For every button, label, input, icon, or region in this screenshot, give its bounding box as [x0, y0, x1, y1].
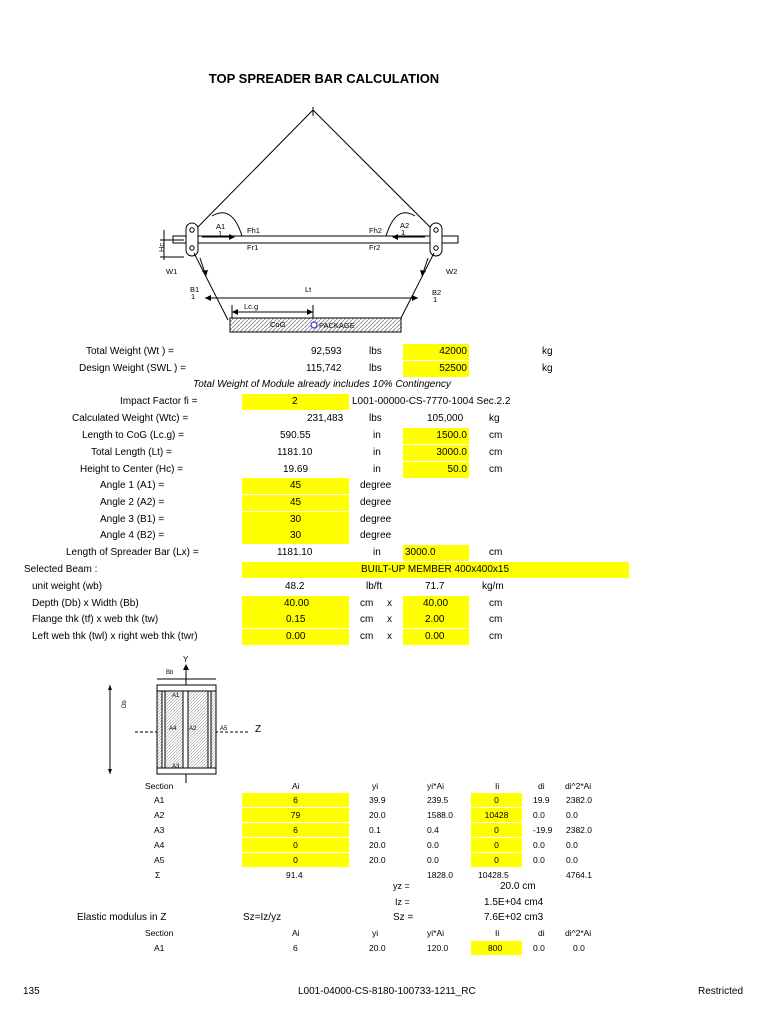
value-calc-weight-kg: 105,000 — [427, 413, 464, 424]
cell-di: 0.0 — [533, 840, 545, 850]
table2-header — [0, 926, 768, 942]
label-angle2: Angle 2 (A2) = — [100, 497, 165, 508]
cell-section: A3 — [154, 825, 165, 835]
unit-degree: degree — [360, 480, 392, 491]
unit-kg: kg — [489, 413, 500, 424]
sz-formula: Sz=Iz/yz — [243, 912, 282, 923]
input-width[interactable]: 40.00 — [403, 596, 469, 612]
row-depth-width — [0, 596, 768, 612]
input-angle2[interactable]: 45 — [242, 495, 349, 511]
row-yz — [0, 879, 768, 895]
unit-in: in — [373, 547, 381, 558]
label-w2: W2 — [446, 267, 458, 276]
label-cog: CoG — [270, 320, 286, 329]
row-design-weight — [0, 361, 768, 377]
col-header-di2ai: di^2*Ai — [565, 928, 592, 938]
label-lcg: Lc.g — [244, 302, 259, 311]
label-angle3: Angle 3 (B1) = — [100, 514, 165, 525]
cell-ai: 91.4 — [286, 870, 303, 880]
row-angle1 — [0, 478, 768, 494]
unit-in: in — [373, 430, 381, 441]
unit-degree: degree — [360, 497, 392, 508]
table-row — [0, 808, 768, 824]
unit-cm: cm — [489, 631, 503, 642]
value-unit-weight-kgm: 71.7 — [425, 581, 445, 592]
table-row — [0, 793, 768, 809]
input-left-web-thk[interactable]: 0.00 — [242, 629, 349, 645]
label-sec-a5: A5 — [220, 726, 228, 732]
value-design-weight-lbs: 115,742 — [306, 363, 342, 374]
unit-cm: cm — [360, 598, 374, 609]
label-b1-sub: 1 — [191, 292, 196, 301]
col-header-ai: Ai — [292, 781, 300, 791]
label-fr2: Fr2 — [369, 243, 381, 252]
table2-row — [0, 941, 768, 957]
label-flange-web: Flange thk (tf) x web thk (tw) — [32, 614, 159, 625]
footer-page-number: 135 — [23, 986, 40, 997]
label-package: PACKAGE — [319, 321, 355, 330]
cell-ai: 6 — [293, 943, 298, 953]
table-row — [0, 853, 768, 869]
col-header-section: Section — [145, 928, 174, 938]
value-yz: 20.0 cm — [500, 881, 536, 892]
input-ii[interactable]: 0 — [471, 838, 522, 852]
cell-section: Σ — [155, 870, 161, 880]
label-a2-sub: 1 — [401, 228, 406, 237]
label-a1-sub: 1 — [218, 229, 223, 238]
col-header-ii: Ii — [495, 781, 500, 791]
label-w1: W1 — [166, 267, 178, 276]
page-title: TOP SPREADER BAR CALCULATION — [208, 71, 440, 86]
unit-in: in — [373, 447, 381, 458]
unit-degree: degree — [360, 530, 392, 541]
value-iz: 1.5E+04 cm4 — [484, 897, 544, 908]
times-sign: x — [387, 598, 392, 609]
label-b2: B2 — [432, 288, 442, 297]
input-angle3[interactable]: 30 — [242, 512, 349, 528]
axis-y-label: Y — [183, 655, 189, 664]
unit-lbft: lb/ft — [366, 581, 383, 592]
label-total-weight: Total Weight (Wt ) = — [86, 346, 174, 357]
table-row — [0, 838, 768, 854]
input-ai[interactable]: 6 — [242, 823, 349, 837]
row-impact-factor — [0, 394, 768, 410]
impact-factor-reference: L001-00000-CS-7770-1004 Sec.2.2 — [352, 396, 511, 407]
cell-yi: 39.9 — [369, 795, 386, 805]
row-length-cog — [0, 428, 768, 444]
select-beam[interactable]: BUILT-UP MEMBER 400x400x15 — [242, 562, 629, 578]
input-web-thk[interactable]: 2.00 — [403, 612, 469, 628]
input-ii[interactable]: 10428 — [471, 808, 522, 822]
cross-section-diagram — [100, 650, 300, 785]
unit-lbs: lbs — [369, 413, 382, 424]
input-ii[interactable]: 0 — [471, 853, 522, 867]
note-contingency: Total Weight of Module already includes 10% Contingency — [193, 379, 451, 390]
row-flange-web — [0, 612, 768, 628]
unit-cm: cm — [489, 464, 503, 475]
label-a2: A2 — [400, 221, 410, 230]
cell-di: 19.9 — [533, 795, 550, 805]
cell-section: A2 — [154, 810, 165, 820]
cell-di2ai: 0.0 — [566, 840, 578, 850]
cell-yiai: 239.5 — [427, 795, 449, 805]
label-lt: Lt — [305, 285, 312, 294]
label-fr1: Fr1 — [247, 243, 259, 252]
unit-in: in — [373, 464, 381, 475]
input-total-length-cm[interactable]: 3000.0 — [403, 445, 469, 461]
unit-cm: cm — [360, 631, 374, 642]
value-unit-weight-lbft: 48.2 — [285, 581, 305, 592]
unit-cm: cm — [489, 598, 503, 609]
col-header-ai: Ai — [292, 928, 300, 938]
cell-yi: 20.0 — [369, 943, 386, 953]
table-row — [0, 823, 768, 839]
label-a1: A1 — [216, 222, 226, 231]
input-angle1[interactable]: 45 — [242, 478, 349, 494]
input-right-web-thk[interactable]: 0.00 — [403, 629, 469, 645]
label-total-length: Total Length (Lt) = — [91, 447, 172, 458]
label-calc-weight: Calculated Weight (Wtc) = — [72, 413, 189, 424]
cell-section: A5 — [154, 855, 165, 865]
value-calc-weight-lbs: 231,483 — [307, 413, 344, 424]
col-header-yiai: yi*Ai — [427, 928, 445, 938]
cell-di: 0.0 — [533, 855, 545, 865]
label-design-weight: Design Weight (SWL ) = — [79, 363, 186, 374]
cell-di: 0.0 — [533, 943, 545, 953]
value-length-bar-in: 1181.10 — [277, 547, 313, 558]
cell-di2ai: 0.0 — [566, 855, 578, 865]
input-ai[interactable]: 0 — [242, 838, 349, 852]
row-note — [0, 377, 768, 393]
row-angle3 — [0, 512, 768, 528]
label-length-cog: Length to CoG (Lc.g) = — [82, 430, 185, 441]
col-header-yi: yi — [372, 781, 379, 791]
cell-yiai: 0.4 — [427, 825, 439, 835]
label-impact-factor: Impact Factor fi = — [120, 396, 198, 407]
label-depth-width: Depth (Db) x Width (Bb) — [32, 598, 139, 609]
label-unit-weight: unit weight (wb) — [32, 581, 103, 592]
row-total-length — [0, 445, 768, 461]
label-left-right-web: Left web thk (twl) x right web thk (twr) — [32, 631, 198, 642]
label-selected-beam: Selected Beam : — [24, 564, 98, 575]
cell-di2ai: 2382.0 — [566, 825, 592, 835]
cell-section: A4 — [154, 840, 165, 850]
label-angle4: Angle 4 (B2) = — [100, 530, 165, 541]
unit-cm: cm — [360, 614, 374, 625]
unit-cm: cm — [489, 614, 503, 625]
input-length-bar-cm[interactable]: 3000.0 — [403, 545, 469, 561]
value-sz: 7.6E+02 cm3 — [484, 912, 544, 923]
input-ai[interactable]: 0 — [242, 853, 349, 867]
col-header-yiai: yi*Ai — [427, 781, 445, 791]
cell-section: A1 — [154, 795, 165, 805]
cell-di2ai: 0.0 — [573, 943, 585, 953]
cell-di2ai: 0.0 — [566, 810, 578, 820]
label-sz: Sz = — [393, 912, 414, 923]
spreader-bar-diagram — [0, 0, 768, 340]
label-elastic-modulus: Elastic modulus in Z — [77, 912, 167, 923]
cell-yiai: 1828.0 — [427, 870, 453, 880]
row-total-weight — [0, 344, 768, 360]
input-ai[interactable]: 6 — [242, 793, 349, 807]
label-b1: B1 — [190, 285, 200, 294]
col-header-yi: yi — [372, 928, 379, 938]
input-ii[interactable]: 800 — [471, 941, 522, 955]
row-angle2 — [0, 495, 768, 511]
value-length-cog-in: 590.55 — [280, 430, 311, 441]
cell-yi: 20.0 — [369, 810, 386, 820]
cell-yiai: 0.0 — [427, 855, 439, 865]
label-iz: Iz = — [395, 897, 410, 907]
label-hc: Hc — [157, 242, 166, 252]
unit-cm: cm — [489, 447, 503, 458]
input-ii[interactable]: 0 — [471, 823, 522, 837]
times-sign: x — [387, 631, 392, 642]
cog-marker-icon — [311, 322, 317, 328]
input-angle4[interactable]: 30 — [242, 528, 349, 544]
input-ii[interactable]: 0 — [471, 793, 522, 807]
cell-ii: 10428.5 — [478, 870, 509, 880]
label-bb: Bb — [166, 670, 174, 676]
row-height-center — [0, 462, 768, 478]
label-sec-a3: A3 — [172, 764, 180, 770]
label-angle1: Angle 1 (A1) = — [100, 480, 165, 491]
input-ai[interactable]: 79 — [242, 808, 349, 822]
value-total-weight-lbs: 92,593 — [311, 346, 342, 357]
row-iz — [0, 895, 768, 911]
row-calc-weight — [0, 411, 768, 427]
label-sec-a2: A2 — [189, 726, 197, 732]
col-header-section: Section — [145, 781, 174, 791]
times-sign: x — [387, 614, 392, 625]
axis-z-label: Z — [255, 724, 262, 735]
unit-lbs: lbs — [369, 363, 382, 374]
cell-di2ai: 2382.0 — [566, 795, 592, 805]
input-impact-factor[interactable]: 2 — [242, 394, 349, 410]
unit-cm: cm — [489, 547, 503, 558]
unit-degree: degree — [360, 514, 392, 525]
label-db: Db — [122, 700, 128, 708]
footer-document-number: L001-04000-CS-8180-100733-1211_RC — [298, 986, 476, 997]
row-selected-beam — [0, 562, 768, 578]
cell-di: 0.0 — [533, 810, 545, 820]
label-sec-a4: A4 — [169, 726, 177, 732]
unit-kg: kg — [542, 346, 553, 357]
row-angle4 — [0, 528, 768, 544]
input-flange-thk[interactable]: 0.15 — [242, 612, 349, 628]
unit-kgm: kg/m — [482, 581, 504, 592]
cell-di2ai: 4764.1 — [566, 870, 592, 880]
input-depth[interactable]: 40.00 — [242, 596, 349, 612]
label-height-center: Height to Center (Hc) = — [80, 464, 184, 475]
value-total-length-in: 1181.10 — [277, 447, 313, 458]
unit-lbs: lbs — [369, 346, 382, 357]
input-length-cog-cm[interactable]: 1500.0 — [403, 428, 469, 444]
col-header-ii: Ii — [495, 928, 500, 938]
cell-yi: 0.1 — [369, 825, 381, 835]
cell-section: A1 — [154, 943, 165, 953]
col-header-di2ai: di^2*Ai — [565, 781, 592, 791]
input-total-weight-kg[interactable]: 42000 — [403, 344, 469, 360]
label-fh2: Fh2 — [369, 226, 382, 235]
label-yz: yz = — [393, 881, 410, 891]
row-length-bar — [0, 545, 768, 561]
footer-classification: Restricted — [698, 986, 744, 997]
input-design-weight-kg[interactable]: 52500 — [403, 361, 469, 377]
col-header-di: di — [538, 781, 545, 791]
label-fh1: Fh1 — [247, 226, 260, 235]
row-left-right-web — [0, 629, 768, 645]
unit-cm: cm — [489, 430, 503, 441]
col-header-di: di — [538, 928, 545, 938]
row-sz — [0, 910, 768, 926]
value-height-center-in: 19.69 — [283, 464, 309, 475]
input-height-center-cm[interactable]: 50.0 — [403, 462, 469, 478]
cell-yi: 20.0 — [369, 840, 386, 850]
cell-yiai: 120.0 — [427, 943, 449, 953]
cell-yi: 20.0 — [369, 855, 386, 865]
unit-kg: kg — [542, 363, 553, 374]
label-length-bar: Length of Spreader Bar (Lx) = — [66, 547, 199, 558]
row-unit-weight — [0, 579, 768, 595]
cell-yiai: 1588.0 — [427, 810, 453, 820]
label-sec-a1: A1 — [172, 693, 180, 699]
cell-yiai: 0.0 — [427, 840, 439, 850]
label-b2-sub: 1 — [433, 295, 438, 304]
cell-di: -19.9 — [533, 825, 553, 835]
